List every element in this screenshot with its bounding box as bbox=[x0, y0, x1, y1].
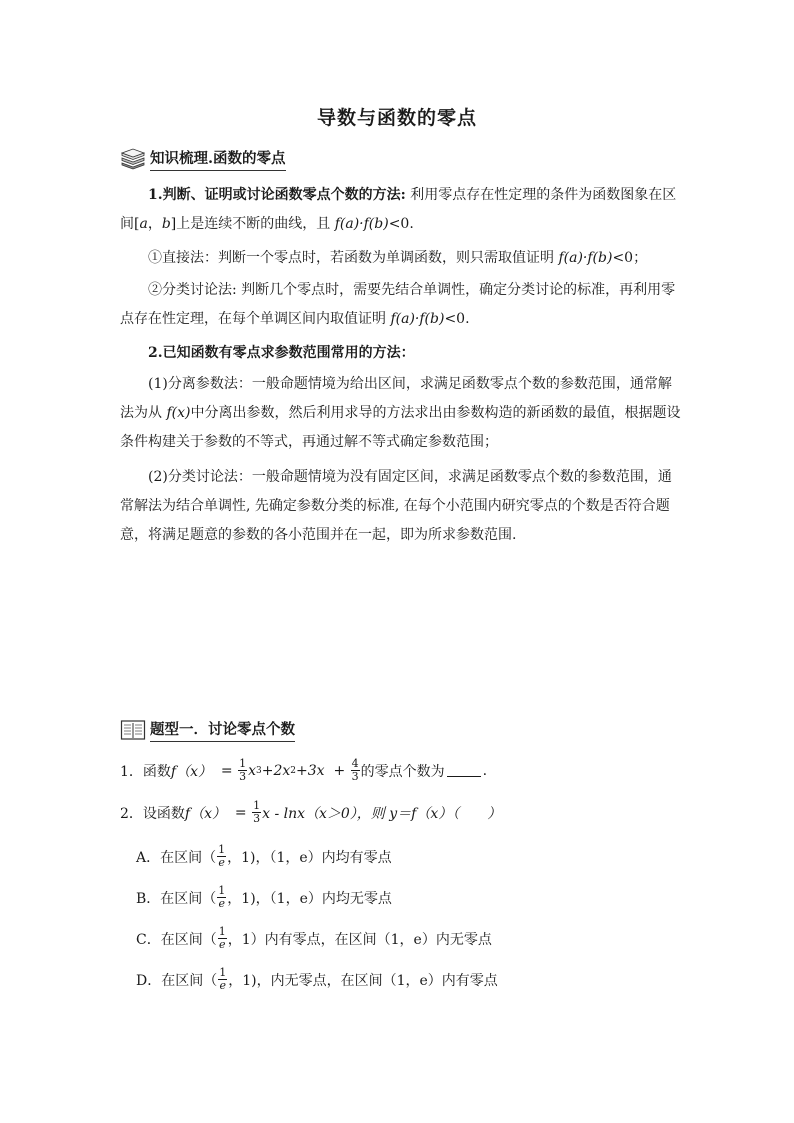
fraction-numerator: 1 bbox=[239, 757, 247, 770]
section-heading-text: 知识梳理.函数的零点 bbox=[150, 147, 286, 171]
fraction-denominator: e bbox=[218, 897, 226, 910]
fraction-numerator: 1 bbox=[218, 884, 226, 897]
exponent: 2 bbox=[290, 765, 297, 776]
math-expr: x bbox=[248, 762, 256, 779]
text-span: 点存在性定理，在每个单调区间内取值证明 bbox=[120, 311, 391, 327]
fraction-numerator: 4 bbox=[351, 757, 359, 770]
fraction bbox=[238, 758, 247, 783]
text-span: = bbox=[226, 804, 252, 821]
math-expr: f(a)·f(b) bbox=[390, 311, 445, 327]
option-label: A．在区间（ bbox=[136, 849, 217, 866]
fraction-numerator: 1 bbox=[253, 799, 261, 812]
math-expr: +3x + bbox=[296, 762, 350, 779]
fraction bbox=[217, 885, 226, 910]
classification-discussion-paragraph bbox=[120, 463, 680, 550]
section-heading-text: 题型一．讨论零点个数 bbox=[150, 718, 295, 742]
question-number: 2．设函数 bbox=[120, 805, 185, 822]
fraction bbox=[252, 800, 261, 825]
fraction bbox=[218, 967, 227, 992]
method-1-title: 1.判断、证明或讨论函数零点个数的方法: bbox=[148, 187, 406, 203]
section-heading-type-one bbox=[120, 718, 295, 742]
var-b: b bbox=[161, 216, 171, 232]
option-text: ，1)，（1，e）内均有零点 bbox=[227, 849, 392, 866]
answer-blank[interactable] bbox=[447, 764, 481, 777]
text-span: <0； bbox=[612, 250, 648, 266]
option-text: ，1)，内无零点，在区间（1，e）内有零点 bbox=[228, 972, 498, 989]
text-span: ]上是连续不断的曲线，且 bbox=[170, 216, 335, 232]
direct-method-paragraph bbox=[120, 244, 680, 273]
page-title: 导数与函数的零点 bbox=[316, 107, 477, 129]
fraction-numerator: 1 bbox=[219, 966, 227, 979]
fraction-denominator: 3 bbox=[351, 770, 359, 783]
method-1-text: 利用零点存在性定理的条件为函数图象在区 bbox=[405, 187, 677, 203]
var-a: a bbox=[139, 216, 148, 232]
option-label: B．在区间（ bbox=[136, 890, 217, 907]
text-span: ， bbox=[147, 216, 162, 232]
option-c[interactable] bbox=[136, 926, 492, 951]
method-paragraph-1 bbox=[120, 181, 680, 239]
option-text: ，1）内有零点，在区间（1，e）内无零点 bbox=[227, 931, 492, 948]
math-expr: f（x） bbox=[184, 805, 226, 822]
text-line: (2)分类讨论法：一般命题情境为没有固定区间，求满足函数零点个数的参数范围，通 bbox=[148, 469, 672, 485]
method-paragraph-2-title bbox=[120, 339, 680, 368]
question-2 bbox=[120, 800, 501, 825]
option-label: C．在区间（ bbox=[136, 931, 217, 948]
fraction bbox=[351, 758, 360, 783]
text-line: (1)分离参数法：一般命题情境为给出区间，求满足函数零点个数的参数范围，通常解 bbox=[148, 376, 672, 392]
text-line: 条件构建关于参数的不等式，再通过解不等式确定参数范围； bbox=[120, 434, 498, 450]
fraction-denominator: e bbox=[219, 979, 226, 992]
text-span: = bbox=[212, 762, 238, 779]
option-d[interactable] bbox=[136, 967, 498, 992]
fraction-numerator: 1 bbox=[218, 843, 226, 856]
text-line: ②分类讨论法: 判断几个零点时，需要先结合单调性，确定分类讨论的标准，再利用零 bbox=[148, 282, 676, 298]
text-span: 中分离出参数，然后利用求导的方法求出由参数构造的新函数的最值，根据题设 bbox=[190, 405, 681, 421]
text-line: 意，将满足题意的参数的各小范围并在一起，即为所求参数范围. bbox=[120, 527, 517, 543]
fraction bbox=[217, 844, 226, 869]
text-span: 法为从 bbox=[120, 405, 167, 421]
math-expr: f（x） bbox=[170, 763, 212, 780]
question-1 bbox=[120, 758, 487, 783]
text-span: 的零点个数为 bbox=[360, 763, 445, 780]
math-expr: +2x bbox=[261, 762, 291, 779]
fraction-numerator: 1 bbox=[218, 925, 226, 938]
question-number: 1．函数 bbox=[120, 763, 171, 780]
option-label: D．在区间（ bbox=[136, 972, 218, 989]
option-text: ，1)，（1，e）内均无零点 bbox=[227, 890, 392, 907]
fraction-denominator: e bbox=[218, 856, 225, 869]
text-line: 常解法为结合单调性, 先确定参数分类的标准, 在每个小范围内研究零点的个数是否符合题 bbox=[120, 498, 670, 514]
math-expr: f(x) bbox=[166, 405, 191, 421]
fraction-denominator: e bbox=[218, 938, 226, 951]
option-a[interactable] bbox=[136, 844, 392, 869]
fraction-denominator: 3 bbox=[239, 770, 247, 783]
text-span: <0. bbox=[444, 311, 470, 327]
open-book-icon bbox=[120, 719, 146, 741]
section-heading-knowledge bbox=[120, 147, 286, 171]
classification-method-paragraph bbox=[120, 276, 680, 334]
math-expr: f(a)·f(b) bbox=[558, 250, 613, 266]
text-span: <0. bbox=[388, 216, 414, 232]
text-span: ①直接法：判断一个零点时，若函数为单调函数，则只需取值证明 bbox=[148, 250, 559, 266]
text-span: . bbox=[482, 762, 488, 779]
fraction bbox=[218, 926, 227, 951]
option-b[interactable] bbox=[136, 885, 392, 910]
exponent: 3 bbox=[256, 765, 262, 776]
stacked-books-icon bbox=[120, 148, 146, 170]
method-2-title: 2.已知函数有零点求参数范围常用的方法： bbox=[148, 345, 415, 361]
math-expr: f(a)·f(b) bbox=[334, 216, 389, 232]
separation-method-paragraph bbox=[120, 370, 680, 457]
fraction-denominator: 3 bbox=[253, 812, 261, 825]
text-span: 间[ bbox=[120, 216, 140, 232]
math-expr: x - lnx（x＞0），则 y＝f（x）（ ） bbox=[262, 805, 502, 822]
